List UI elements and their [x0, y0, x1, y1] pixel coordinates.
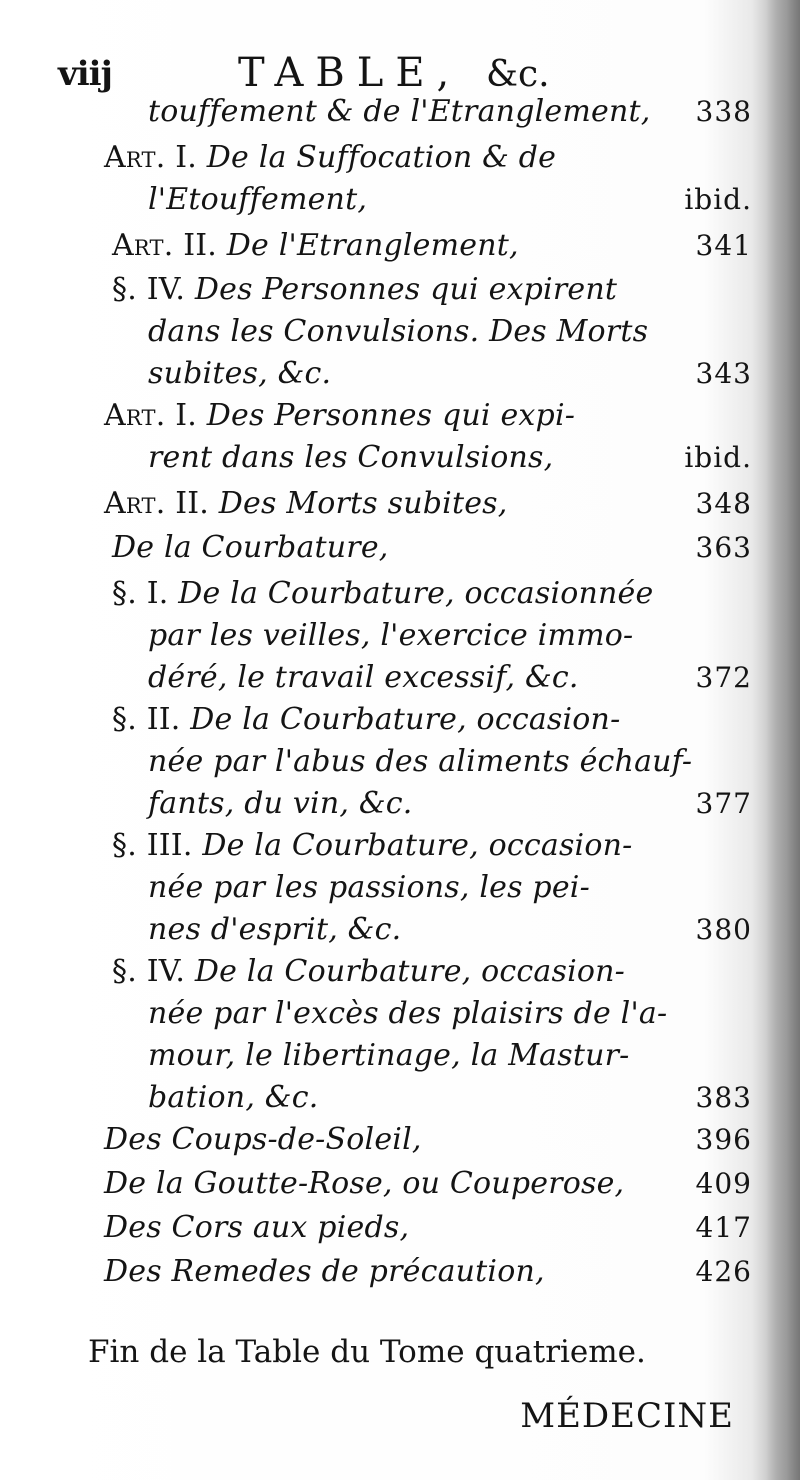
toc-entry-line — [148, 658, 579, 698]
running-title-word: TABLE, — [238, 50, 462, 96]
page-reference: 383 — [695, 1081, 752, 1114]
toc-entry-line — [148, 438, 553, 478]
entry-title-text: née par l'excès des plaisirs de l'a- — [148, 996, 668, 1031]
page-reference: 396 — [695, 1123, 752, 1156]
toc-entry-line — [104, 484, 508, 524]
entry-number: I. — [146, 576, 169, 611]
toc-entry-line — [148, 180, 367, 220]
entry-title-text: Des Personnes qui expirent — [194, 272, 618, 307]
toc-entry-line — [148, 312, 648, 352]
entry-title-text: De l'Etranglement, — [226, 228, 519, 263]
entry-prefix: §. — [112, 702, 137, 737]
page-reference: 343 — [695, 357, 752, 390]
toc-entry-line — [148, 742, 692, 782]
entry-number: II. — [183, 228, 218, 263]
entry-title-text: rent dans les Convulsions, — [148, 440, 554, 475]
page-reference: ibid. — [684, 183, 752, 216]
toc-entry-line — [112, 952, 625, 992]
entry-title-text: Des Remedes de précaution, — [104, 1254, 545, 1289]
entry-title-text: De la Suffocation & de — [206, 140, 557, 175]
entry-title-text: bation, &c. — [148, 1080, 319, 1115]
entry-prefix: Art. — [104, 140, 166, 175]
entry-title-text: fants, du vin, &c. — [148, 786, 413, 821]
entry-title-text: De la Courbature, occasion- — [194, 954, 625, 989]
toc-entry-line — [148, 868, 590, 908]
entry-prefix: Art. — [104, 486, 166, 521]
toc-entry-line — [112, 270, 617, 310]
toc-entry-line — [104, 1164, 624, 1204]
entry-title-text: De la Courbature, occasion- — [202, 828, 633, 863]
toc-entry-line — [104, 1252, 545, 1292]
entry-number: II. — [146, 702, 181, 737]
folio-number: viij — [58, 54, 112, 94]
page-reference: 338 — [695, 95, 752, 128]
toc-entry-line — [104, 1120, 422, 1160]
toc-entry-line — [112, 826, 632, 866]
catchword: MÉDECINE — [520, 1396, 734, 1436]
page-reference: 341 — [695, 229, 752, 262]
toc-entry-line — [148, 616, 633, 656]
entry-title-text: Des Coups-de-Soleil, — [104, 1122, 422, 1157]
page-reference: 377 — [695, 787, 752, 820]
end-of-table-note: Fin de la Table du Tome quatrieme. — [88, 1334, 646, 1370]
page-reference: 363 — [695, 531, 752, 564]
running-title-etc: &c. — [485, 54, 550, 95]
entry-prefix: Art. — [104, 398, 166, 433]
entry-number: II. — [175, 486, 210, 521]
entry-title-text: née par les passions, les pei- — [148, 870, 590, 905]
entry-prefix: §. — [112, 272, 137, 307]
entry-title-text: l'Etouffement, — [148, 182, 368, 217]
entry-title-text: par les veilles, l'exercice immo- — [148, 618, 634, 653]
toc-entry-line — [112, 574, 653, 614]
entry-title-text: De la Goutte-Rose, ou Couperose, — [104, 1166, 625, 1201]
page-reference: 348 — [695, 487, 752, 520]
entry-title-text: Des Personnes qui expi- — [206, 398, 576, 433]
entry-title-text: mour, le libertinage, la Mastur- — [148, 1038, 630, 1073]
entry-prefix: §. — [112, 828, 137, 863]
toc-entry-line — [104, 138, 556, 178]
page-reference: 409 — [695, 1167, 752, 1200]
entry-number: I. — [175, 140, 197, 175]
entry-title-text: dans les Convulsions. Des Morts — [148, 314, 649, 349]
page-reference: 417 — [695, 1211, 752, 1244]
entry-prefix: §. — [112, 954, 137, 989]
toc-entry-line — [112, 700, 620, 740]
entry-number: I. — [175, 398, 197, 433]
toc-entry-line — [112, 528, 389, 568]
entry-title-text: subites, &c. — [148, 356, 332, 391]
toc-entry-line — [148, 92, 650, 132]
toc-entry-line — [148, 354, 331, 394]
entry-title-text: Des Cors aux pieds, — [104, 1210, 410, 1245]
entry-title-text: nes d'esprit, &c. — [148, 912, 402, 947]
page-reference: 380 — [695, 913, 752, 946]
toc-entry-line — [148, 994, 667, 1034]
page-reference: 372 — [695, 661, 752, 694]
entry-title-text: De la Courbature, — [112, 530, 389, 565]
entry-title-text: Des Morts subites, — [218, 486, 508, 521]
entry-prefix: §. — [112, 576, 137, 611]
toc-entry-line — [148, 1036, 629, 1076]
toc-entry-line — [148, 1078, 318, 1118]
entry-title-text: De la Courbature, occasionnée — [178, 576, 654, 611]
toc-entry-line — [148, 910, 401, 950]
entry-title-text: touffement & de l'Etranglement, — [148, 94, 651, 129]
entry-title-text: déré, le travail excessif, &c. — [148, 660, 579, 695]
toc-entry-line — [104, 396, 575, 436]
toc-entry-line — [104, 1208, 409, 1248]
entry-title-text: née par l'abus des aliments échauf- — [148, 744, 693, 779]
page-reference: 426 — [695, 1255, 752, 1288]
entry-number: IV. — [146, 954, 186, 989]
page-reference: ibid. — [684, 441, 752, 474]
entry-prefix: Art. — [112, 228, 174, 263]
entry-number: IV. — [146, 272, 186, 307]
entry-title-text: De la Courbature, occasion- — [190, 702, 621, 737]
entry-number: III. — [146, 828, 193, 863]
toc-entry-line — [112, 226, 519, 266]
toc-entry-line — [148, 784, 412, 824]
